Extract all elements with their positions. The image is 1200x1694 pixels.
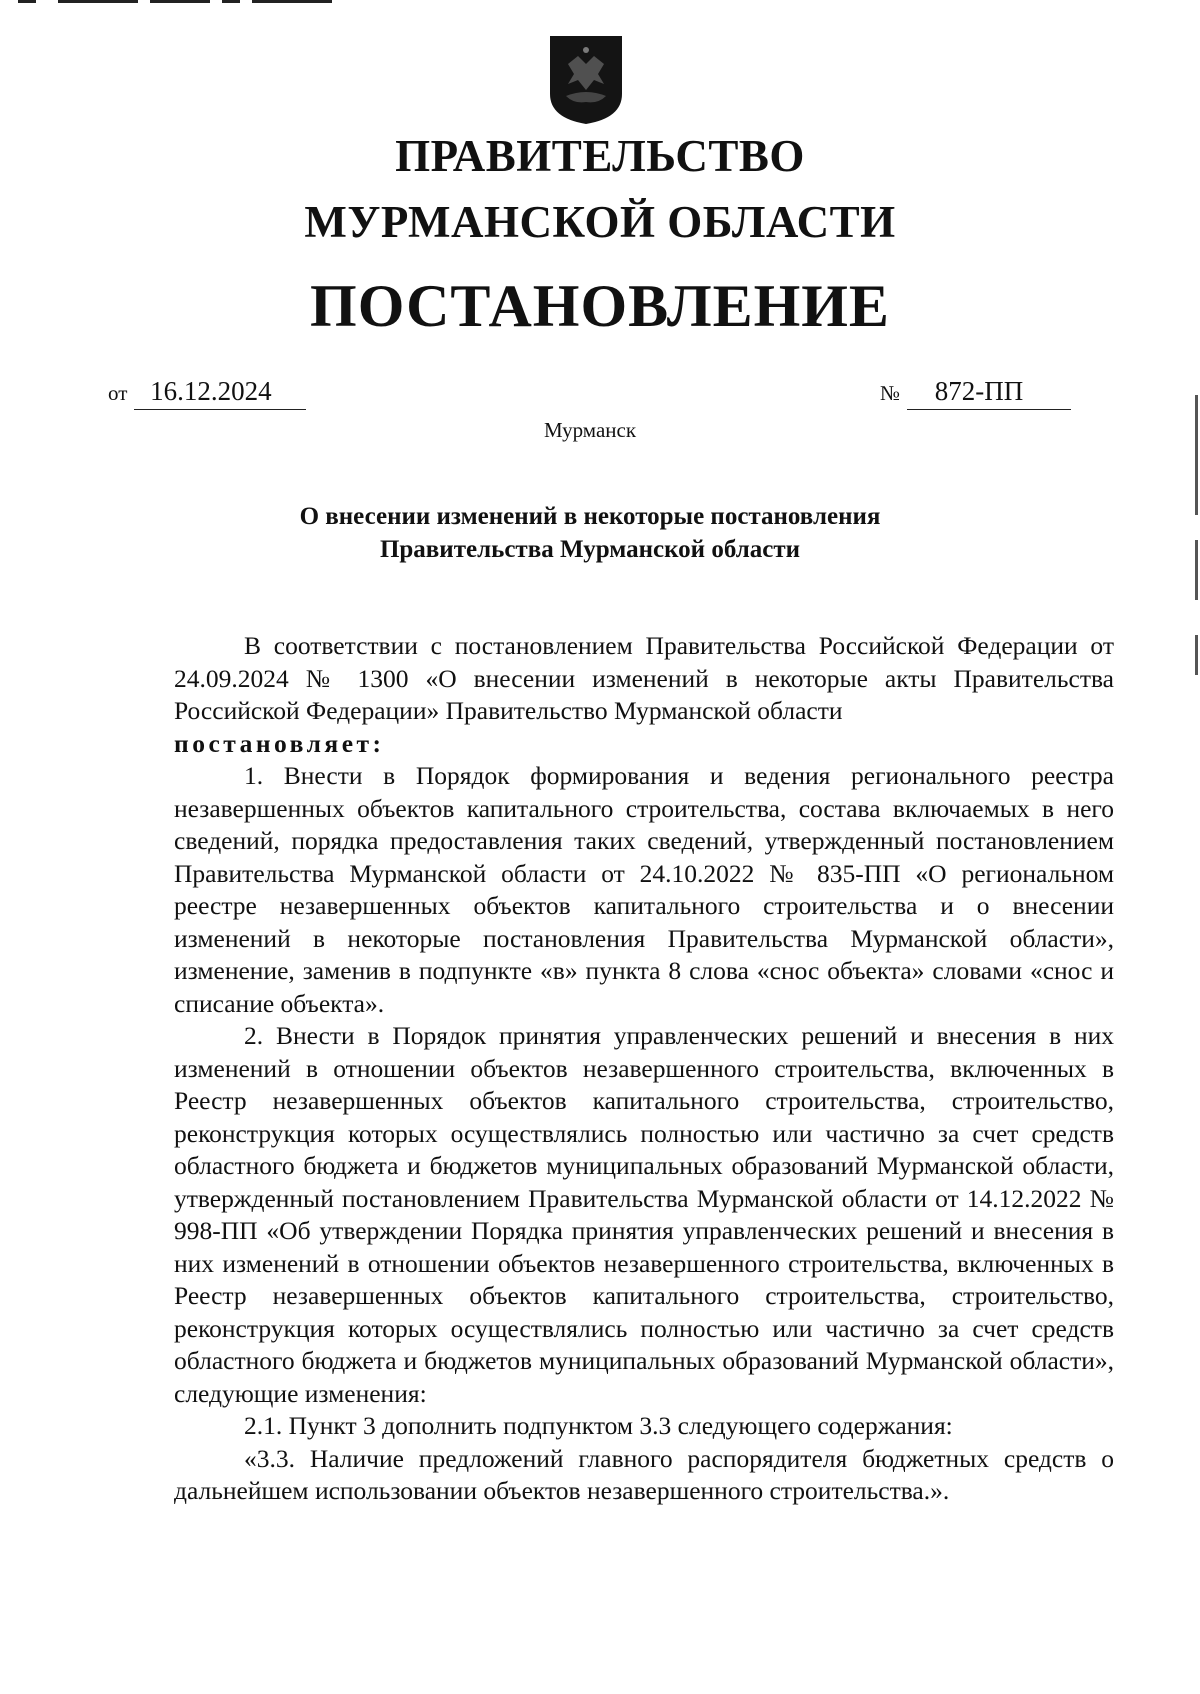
resolves-word: постановляет: bbox=[174, 728, 385, 758]
scan-edge-artifact bbox=[1195, 395, 1198, 515]
government-title-line2: МУРМАНСКОЙ ОБЛАСТИ bbox=[304, 197, 896, 247]
number-prefix: № bbox=[880, 381, 901, 405]
document-title-line2: Правительства Мурманской области bbox=[379, 536, 801, 563]
number-value: 872-ПП bbox=[907, 376, 1071, 410]
item-2-paragraph: 2. Внести в Порядок принятия управленческих решений и внесения в них изменений в отношении объектов незавершенного строительства, включенных в Реестр незавершенных объектов капитального строительства, строительство, реконструкция которых осуществлялись полностью или частично за счет средств областного бюджета и бюджетов муниципальных образований Мурманской области, утвержденный постановлением Правительства Мурманской области от 14.12.2022 № 998-ПП «Об утверждении Порядка принятия управленческих решений и внесения в них изменений в отношении объектов незавершенного строительства, включенных в Реестр незавершенных объектов капитального строительства, строительство, реконструкция которых осуществлялись полностью или частично за счет средств областного бюджета и бюджетов муниципальных образований Мурманской области», следующие изменения: bbox=[174, 1021, 1114, 1408]
preamble-paragraph bbox=[174, 630, 1114, 728]
scan-edge-artifact bbox=[1195, 540, 1198, 600]
government-title-line1: ПРАВИТЕЛЬСТВО bbox=[395, 131, 805, 181]
date-field bbox=[108, 376, 306, 410]
scan-edge-artifact bbox=[1195, 635, 1198, 675]
date-prefix: от bbox=[108, 381, 128, 405]
document-type-heading: ПОСТАНОВЛЕНИЕ bbox=[310, 273, 890, 339]
document-title bbox=[0, 500, 1180, 566]
preamble-text: В соответствии с постановлением Правительства Российской Федерации от 24.09.2024 № 1300 «О внесении изменений в некоторые акты Правительства Российской Федерации» Правительство Мурманской области bbox=[174, 631, 1114, 725]
scan-artifact bbox=[150, 0, 210, 3]
document-title-line1: О внесении изменений в некоторые постановления bbox=[299, 503, 881, 530]
scan-artifact bbox=[18, 0, 36, 3]
coat-of-arms-icon bbox=[548, 34, 624, 126]
scan-artifact bbox=[58, 0, 138, 3]
item-2-1-paragraph: 2.1. Пункт 3 дополнить подпунктом 3.3 следующего содержания: bbox=[244, 1411, 953, 1440]
date-value: 16.12.2024 bbox=[134, 376, 306, 410]
item-2-1-text-paragraph: «3.3. Наличие предложений главного распорядителя бюджетных средств о дальнейшем использовании объектов незавершенного строительства.». bbox=[174, 1443, 1114, 1505]
number-field bbox=[880, 376, 1071, 410]
resolves-paragraph bbox=[174, 728, 1114, 761]
document-body bbox=[174, 630, 1114, 1508]
item-1-paragraph: 1. Внести в Порядок формирования и ведения регионального реестра незавершенных объектов капитального строительства, состава включаемых в него сведений, порядка предоставления таких сведений, утвержденный постановлением Правительства Мурманской области от 24.10.2022 № 835-ПП «О региональном реестре незавершенных объектов капитального строительства и о внесении изменений в некоторые постановления Правительства Мурманской области», изменение, заменив в подпункте «в» пункта 8 слова «снос объекта» словами «снос и списание объекта». bbox=[174, 761, 1114, 1018]
city-label: Мурманск bbox=[543, 418, 637, 442]
scan-artifact bbox=[252, 0, 332, 3]
scan-artifact bbox=[222, 0, 240, 3]
